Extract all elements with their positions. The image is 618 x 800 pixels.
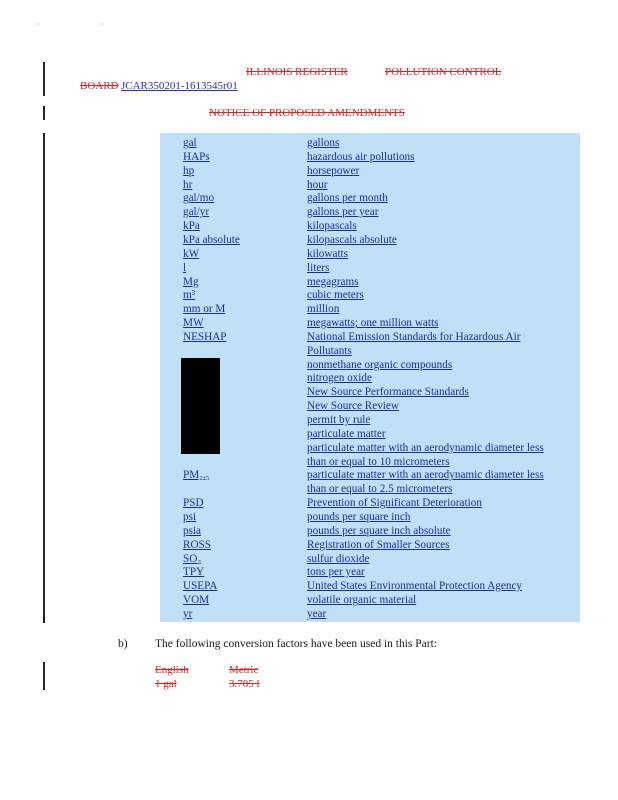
abbreviation-cell: PSD — [183, 497, 204, 510]
definition-cell: gallons — [307, 137, 340, 149]
definition-cell: liters — [307, 261, 330, 274]
table-row — [160, 219, 580, 233]
abbreviation-cell: hr — [183, 178, 193, 191]
abbreviation-cell: psi — [183, 510, 197, 523]
definition-cell: particulate matter with an aerodynamic diameter less — [307, 441, 544, 454]
table-row — [160, 233, 580, 247]
table-row — [160, 344, 580, 358]
table-row — [160, 524, 580, 538]
abbreviation-cell: NESHAP — [183, 330, 227, 343]
conversion-row-english: 1 gal — [155, 678, 177, 690]
abbreviation-cell: Mg — [183, 275, 199, 288]
definition-cell: particulate matter with an aerodynamic diameter less — [307, 469, 544, 482]
conversion-header-metric: Metric — [229, 664, 259, 676]
definition-cell: New Source Performance Standards — [307, 386, 469, 399]
scan-artifacts: ' ' — [38, 22, 133, 31]
definition-cell: kilopascals — [307, 220, 357, 233]
header-register: ILLINOIS REGISTER — [246, 66, 348, 78]
definition-cell: Registration of Smaller Sources — [307, 538, 450, 551]
change-bar-notice — [43, 106, 45, 120]
definition-cell: kilopascals absolute — [307, 233, 397, 246]
table-row — [160, 164, 580, 178]
definition-cell: horsepower — [307, 164, 360, 177]
abbreviation-cell: HAPs — [183, 150, 210, 163]
abbreviation-cell: psia — [183, 524, 202, 537]
table-row — [160, 385, 580, 399]
table-row — [160, 191, 580, 205]
definition-cell: New Source Review — [307, 400, 399, 413]
abbreviation-cell: yr — [183, 607, 193, 620]
table-row — [160, 552, 580, 566]
change-bar-table — [43, 133, 45, 623]
definition-cell: megawatts; one million watts — [307, 317, 439, 330]
definition-cell: year — [307, 607, 327, 620]
table-row — [160, 288, 580, 302]
definition-cell: sulfur dioxide — [307, 552, 370, 565]
definition-cell: National Emission Standards for Hazardous Air — [307, 330, 521, 343]
abbreviation-cell: MW — [183, 317, 204, 330]
definition-cell: Pollutants — [307, 344, 352, 357]
table-row — [160, 358, 580, 372]
table-row — [160, 399, 580, 413]
abbreviation-cell: SO₂ — [183, 552, 202, 565]
redaction-block — [181, 358, 220, 454]
abbreviation-cell: VOM — [183, 594, 210, 607]
header-board-part1: POLLUTION CONTROL — [385, 66, 502, 78]
section-b-text: The following conversion factors have been used in this Part: — [155, 638, 437, 650]
notice-title: NOTICE OF PROPOSED AMENDMENTS — [209, 107, 405, 119]
abbreviation-cell: gal/mo — [183, 192, 215, 205]
definition-cell: nonmethane organic compounds — [307, 358, 453, 371]
definition-cell: permit by rule — [307, 414, 371, 426]
abbreviation-table — [160, 133, 580, 622]
change-bar-top — [43, 62, 45, 96]
section-b-label: b) — [118, 638, 128, 650]
abbreviation-cell: TPY — [183, 566, 205, 579]
definition-cell: gallons per year — [307, 206, 379, 219]
abbreviation-cell: m³ — [183, 289, 196, 302]
definition-cell: particulate matter — [307, 427, 386, 440]
abbreviation-cell: gal — [183, 137, 197, 149]
conversion-row-metric: 3.785 l — [229, 678, 260, 690]
abbreviation-cell: l — [183, 261, 187, 274]
table-row — [160, 496, 580, 510]
change-bar-conversion — [43, 662, 45, 690]
table-row — [160, 205, 580, 219]
definition-cell: million — [307, 303, 340, 316]
definition-cell: kilowatts — [307, 247, 349, 260]
table-row — [160, 136, 580, 150]
definition-cell: megagrams — [307, 275, 359, 288]
abbreviation-cell: gal/yr — [183, 206, 210, 219]
table-row — [160, 247, 580, 261]
abbreviation-cell: kW — [183, 247, 200, 260]
table-row — [160, 261, 580, 275]
table-row — [160, 468, 580, 482]
header-board-part2: BOARD — [80, 80, 119, 92]
abbreviation-cell: kPa — [183, 220, 200, 233]
table-row — [160, 538, 580, 552]
table-row — [160, 593, 580, 607]
table-row — [160, 565, 580, 579]
table-row — [160, 316, 580, 330]
definition-cell: hazardous air pollutions — [307, 150, 415, 163]
abbreviation-cell: PM₂.₅ — [183, 469, 210, 482]
table-row — [160, 441, 580, 455]
definition-cell: than or equal to 2.5 micrometers — [307, 483, 453, 496]
table-row — [160, 371, 580, 385]
definition-cell: United States Environmental Protection Agency — [307, 580, 523, 593]
definition-cell: pounds per square inch — [307, 510, 411, 523]
conversion-header-english: English — [155, 664, 189, 676]
definition-cell: cubic meters — [307, 289, 364, 302]
table-row — [160, 455, 580, 469]
definition-cell: tons per year — [307, 566, 365, 579]
table-row — [160, 275, 580, 289]
definition-cell: volatile organic material — [307, 594, 417, 607]
abbreviation-cell: hp — [183, 164, 195, 177]
abbreviation-cell: mm or M — [183, 303, 226, 316]
abbreviation-cell: ROSS — [183, 538, 211, 551]
definition-cell: than or equal to 10 micrometers — [307, 455, 450, 468]
table-row — [160, 330, 580, 344]
definition-cell: Prevention of Significant Deterioration — [307, 497, 482, 510]
table-row — [160, 413, 580, 427]
table-row — [160, 150, 580, 164]
abbreviation-cell: USEPA — [183, 580, 218, 593]
table-row — [160, 482, 580, 496]
table-row — [160, 510, 580, 524]
definition-cell: gallons per month — [307, 192, 388, 205]
table-row — [160, 302, 580, 316]
abbreviation-cell: kPa absolute — [183, 233, 240, 246]
header-docket: JCAR350201-1613545r01 — [121, 80, 238, 92]
definition-cell: pounds per square inch absolute — [307, 524, 451, 537]
table-row — [160, 178, 580, 192]
table-row — [160, 607, 580, 621]
table-row — [160, 427, 580, 441]
table-row — [160, 579, 580, 593]
definition-cell: hour — [307, 178, 328, 191]
definition-cell: nitrogen oxide — [307, 372, 372, 385]
